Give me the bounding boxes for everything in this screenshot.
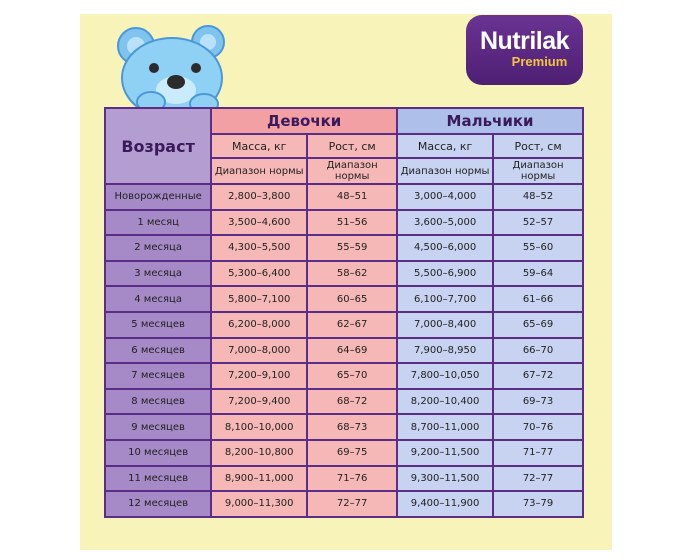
row-boys-height-cell: 48–52: [493, 184, 583, 210]
row-boys-weight-cell: 9,300–11,500: [397, 466, 493, 492]
logo-product-line: Premium: [511, 54, 568, 69]
boys-height-range-header: Диапазон нормы: [493, 158, 583, 184]
row-girls-weight-cell: 7,000–8,000: [211, 338, 307, 364]
row-girls-height-cell: 65–70: [307, 363, 397, 389]
row-girls-height-cell: 64–69: [307, 338, 397, 364]
row-age-cell: 9 месяцев: [105, 414, 211, 440]
row-girls-weight-cell: 8,900–11,000: [211, 466, 307, 492]
row-age-cell: Новорожденные: [105, 184, 211, 210]
boys-weight-range-header: Диапазон нормы: [397, 158, 493, 184]
row-boys-weight-cell: 8,200–10,400: [397, 389, 493, 415]
row-boys-height-cell: 52–57: [493, 210, 583, 236]
age-column-header: Возраст: [105, 108, 211, 184]
table-row: [105, 235, 583, 261]
row-girls-height-cell: 71–76: [307, 466, 397, 492]
row-girls-height-cell: 68–73: [307, 414, 397, 440]
row-age-cell: 1 месяц: [105, 210, 211, 236]
row-boys-height-cell: 61–66: [493, 286, 583, 312]
row-age-cell: 2 месяца: [105, 235, 211, 261]
girls-weight-range-header: Диапазон нормы: [211, 158, 307, 184]
row-boys-height-cell: 66–70: [493, 338, 583, 364]
row-boys-height-cell: 73–79: [493, 491, 583, 517]
table-row: [105, 389, 583, 415]
row-age-cell: 10 месяцев: [105, 440, 211, 466]
table-row: [105, 440, 583, 466]
row-age-cell: 7 месяцев: [105, 363, 211, 389]
girls-height-range-header: Диапазон нормы: [307, 158, 397, 184]
row-boys-height-cell: 69–73: [493, 389, 583, 415]
boys-weight-header: Масса, кг: [397, 134, 493, 158]
girls-height-header: Рост, см: [307, 134, 397, 158]
row-boys-weight-cell: 3,000–4,000: [397, 184, 493, 210]
table-row: [105, 286, 583, 312]
row-boys-height-cell: 72–77: [493, 466, 583, 492]
row-boys-weight-cell: 7,800–10,050: [397, 363, 493, 389]
table-row: [105, 312, 583, 338]
row-boys-height-cell: 65–69: [493, 312, 583, 338]
table-row: [105, 491, 583, 517]
table-row: [105, 338, 583, 364]
table-row: [105, 210, 583, 236]
row-girls-weight-cell: 4,300–5,500: [211, 235, 307, 261]
boys-section-header: Мальчики: [397, 108, 583, 134]
row-boys-height-cell: 67–72: [493, 363, 583, 389]
row-girls-weight-cell: 8,100–10,000: [211, 414, 307, 440]
row-age-cell: 12 месяцев: [105, 491, 211, 517]
table-row: [105, 466, 583, 492]
row-girls-weight-cell: 8,200–10,800: [211, 440, 307, 466]
row-age-cell: 5 месяцев: [105, 312, 211, 338]
table-row: [105, 261, 583, 287]
row-girls-height-cell: 51–56: [307, 210, 397, 236]
row-girls-height-cell: 69–75: [307, 440, 397, 466]
row-boys-weight-cell: 3,600–5,000: [397, 210, 493, 236]
nutrilak-logo: [466, 15, 583, 85]
row-girls-weight-cell: 7,200–9,400: [211, 389, 307, 415]
row-girls-height-cell: 48–51: [307, 184, 397, 210]
row-boys-height-cell: 71–77: [493, 440, 583, 466]
boys-height-header: Рост, см: [493, 134, 583, 158]
growth-norms-table: [104, 107, 584, 518]
logo-brand-name: Nutrilak: [479, 27, 570, 55]
row-boys-weight-cell: 7,900–8,950: [397, 338, 493, 364]
girls-weight-header: Масса, кг: [211, 134, 307, 158]
row-girls-weight-cell: 7,200–9,100: [211, 363, 307, 389]
girls-section-header: Девочки: [211, 108, 397, 134]
row-boys-weight-cell: 7,000–8,400: [397, 312, 493, 338]
row-girls-weight-cell: 2,800–3,800: [211, 184, 307, 210]
row-girls-height-cell: 58–62: [307, 261, 397, 287]
row-boys-height-cell: 55–60: [493, 235, 583, 261]
row-girls-height-cell: 72–77: [307, 491, 397, 517]
table-row: [105, 184, 583, 210]
row-boys-weight-cell: 9,200–11,500: [397, 440, 493, 466]
row-boys-weight-cell: 8,700–11,000: [397, 414, 493, 440]
row-age-cell: 3 месяца: [105, 261, 211, 287]
row-age-cell: 8 месяцев: [105, 389, 211, 415]
row-boys-weight-cell: 4,500–6,000: [397, 235, 493, 261]
row-girls-weight-cell: 5,300–6,400: [211, 261, 307, 287]
row-age-cell: 11 месяцев: [105, 466, 211, 492]
row-girls-height-cell: 68–72: [307, 389, 397, 415]
row-boys-height-cell: 59–64: [493, 261, 583, 287]
row-boys-weight-cell: 5,500–6,900: [397, 261, 493, 287]
table-row: [105, 414, 583, 440]
row-boys-height-cell: 70–76: [493, 414, 583, 440]
row-age-cell: 6 месяцев: [105, 338, 211, 364]
row-girls-height-cell: 60–65: [307, 286, 397, 312]
row-girls-weight-cell: 9,000–11,300: [211, 491, 307, 517]
row-boys-weight-cell: 9,400–11,900: [397, 491, 493, 517]
row-girls-weight-cell: 6,200–8,000: [211, 312, 307, 338]
row-age-cell: 4 месяца: [105, 286, 211, 312]
row-girls-height-cell: 62–67: [307, 312, 397, 338]
row-girls-height-cell: 55–59: [307, 235, 397, 261]
table-row: [105, 363, 583, 389]
row-girls-weight-cell: 3,500–4,600: [211, 210, 307, 236]
row-boys-weight-cell: 6,100–7,700: [397, 286, 493, 312]
row-girls-weight-cell: 5,800–7,100: [211, 286, 307, 312]
